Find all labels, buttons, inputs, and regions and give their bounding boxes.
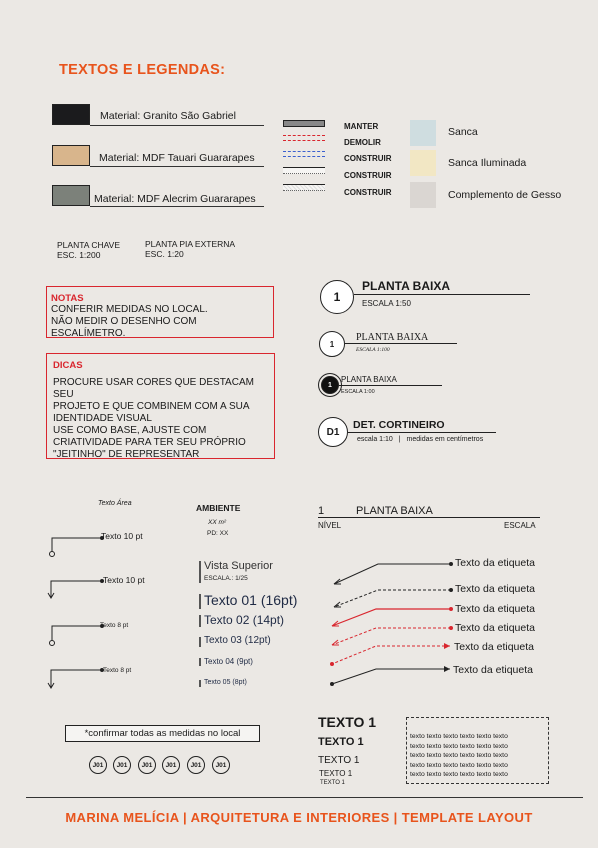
material-mdf-alecrim	[52, 185, 262, 207]
material-swatch	[52, 185, 90, 206]
text-bar	[199, 680, 201, 687]
material-underline	[90, 166, 264, 167]
view-scale: escala 1:10	[357, 436, 393, 443]
j01-badge: J01	[89, 756, 107, 774]
view-note: medidas em centímetros	[406, 436, 484, 443]
etiqueta-label: Texto da etiqueta	[453, 664, 533, 676]
view-number-circle: D1	[318, 417, 348, 447]
ambiente-area: XX m²	[208, 519, 227, 526]
line-label-manter: MANTER	[344, 122, 379, 131]
texto-box-line: texto texto texto texto texto texto	[410, 733, 508, 740]
view-title-underline	[339, 385, 442, 386]
view-scale: ESCALA 1:00	[341, 389, 375, 395]
line-swatch-manter	[283, 120, 325, 128]
scale-planta-pia	[145, 239, 235, 259]
texto-heading-4: TEXTO 1	[319, 769, 353, 778]
view-scale: ESCALA 1:50	[362, 299, 411, 308]
scale-name: PLANTA CHAVE	[57, 240, 120, 250]
leader-label: Texto 10 pt	[103, 575, 145, 585]
level-title: PLANTA BAIXA	[356, 505, 433, 517]
material-underline	[90, 206, 264, 207]
line-swatch-demolir	[283, 134, 325, 142]
etiqueta-label: Texto da etiqueta	[455, 557, 535, 569]
view-title: PLANTA BAIXA	[356, 332, 429, 343]
line-label-demolir: DEMOLIR	[344, 138, 381, 147]
text-bar	[199, 561, 201, 583]
page-title: TEXTOS E LEGENDAS:	[59, 62, 226, 78]
scale-planta-chave	[57, 240, 120, 260]
dicas-line: PROCURE USAR CORES QUE DESTACAM SEU	[53, 377, 254, 400]
view-title: PLANTA BAIXA	[362, 279, 450, 293]
texto-8pt: Texto 05 (8pt)	[204, 679, 247, 686]
area-label: Texto Área	[98, 500, 132, 507]
notas-heading: NOTAS	[51, 293, 84, 304]
view-scale-row	[357, 436, 483, 443]
texto-heading-2: TEXTO 1	[318, 736, 364, 748]
texto-heading-5: TEXTO 1	[320, 780, 345, 786]
scale-name: PLANTA PIA EXTERNA	[145, 239, 236, 249]
material-underline	[90, 125, 264, 126]
leader-label: Texto 10 pt	[101, 531, 143, 541]
vista-superior-scale: ESCALA.: 1/25	[204, 575, 248, 582]
material-granito	[52, 104, 262, 126]
material-label: Material: MDF Alecrim Guararapes	[94, 193, 256, 205]
texto-box-line: texto texto texto texto texto texto	[410, 742, 508, 750]
view-title-underline	[348, 432, 496, 433]
texto-heading-1: TEXTO 1	[318, 714, 377, 730]
level-right-label: ESCALA	[504, 521, 536, 530]
j01-badge: J01	[138, 756, 156, 774]
vista-superior: Vista Superior	[204, 560, 273, 572]
j01-badge: J01	[162, 756, 180, 774]
text-bar	[199, 637, 201, 647]
notas-line: NÃO MEDIR O DESENHO COM ESCALÍMETRO.	[51, 316, 197, 339]
footer: MARINA MELÍCIA | ARQUITETURA E INTERIORES | TEMPLATE LAYOUT	[65, 810, 533, 825]
confirm-note: *confirmar todas as medidas no local	[65, 725, 260, 742]
line-label-construir: CONSTRUIR	[344, 171, 392, 180]
leader-label: Texto 8 pt	[103, 667, 132, 674]
etiqueta-label: Texto da etiqueta	[455, 583, 535, 595]
view-title-underline	[345, 343, 457, 344]
etiqueta-label: Texto da etiqueta	[454, 641, 534, 653]
material-swatch	[52, 104, 90, 125]
line-swatch-construir	[283, 184, 325, 192]
leader-lines	[44, 526, 104, 702]
footer-divider	[26, 797, 583, 798]
ambiente-pd: PD: XX	[207, 530, 229, 537]
material-mdf-tauari	[52, 145, 262, 167]
view-number-circle: 1	[319, 331, 345, 357]
texto-box	[406, 717, 549, 784]
fill-swatch-sanca	[410, 120, 436, 146]
fill-label-gesso: Complemento de Gesso	[448, 189, 562, 201]
texto-12pt: Texto 03 (12pt)	[204, 635, 271, 646]
text-bar	[199, 658, 201, 666]
texto-box-line: texto texto texto texto texto texto	[410, 752, 508, 759]
view-scale: ESCALA 1:100	[356, 347, 390, 353]
etiqueta-arrows	[326, 556, 456, 692]
dicas-box	[46, 353, 275, 459]
j01-badge: J01	[113, 756, 131, 774]
line-label-construir: CONSTRUIR	[344, 154, 392, 163]
level-number: 1	[318, 505, 325, 517]
texto-heading-3: TEXTO 1	[318, 755, 360, 766]
j01-badge: J01	[212, 756, 230, 774]
line-swatch-construir	[283, 150, 325, 158]
etiqueta-label: Texto da etiqueta	[455, 603, 535, 615]
fill-swatch-gesso	[410, 182, 436, 208]
dicas-line: IDENTIDADE VISUAL	[53, 413, 152, 424]
ambiente-title: AMBIENTE	[196, 503, 241, 513]
line-label-construir: CONSTRUIR	[344, 188, 392, 197]
fill-label-sanca: Sanca	[448, 126, 478, 138]
view-number-circle: 1	[320, 280, 354, 314]
scale-value: ESC. 1:20	[145, 249, 184, 259]
texto-box-line: texto texto texto texto texto texto	[410, 771, 508, 778]
dicas-line: USE COMO BASE, AJUSTE COM	[53, 425, 207, 436]
dicas-line: PROJETO E QUE COMBINEM COM A SUA	[53, 401, 250, 412]
texto-16pt: Texto 01 (16pt)	[204, 592, 298, 608]
material-label: Material: Granito São Gabriel	[100, 110, 236, 122]
view-number-circle: 1	[321, 376, 339, 394]
dicas-line: "JEITINHO" DE REPRESENTAR	[53, 449, 200, 460]
scale-value: ESC. 1:200	[57, 250, 101, 260]
material-swatch	[52, 145, 90, 166]
line-swatch-construir	[283, 167, 325, 175]
texto-14pt: Texto 02 (14pt)	[204, 613, 285, 627]
level-left-label: NÍVEL	[318, 521, 342, 530]
view-title: PLANTA BAIXA	[341, 375, 397, 384]
view-title-underline	[354, 294, 530, 295]
dicas-line: CRIATIVIDADE PARA TER SEU PRÓPRIO	[53, 437, 246, 448]
fill-swatch-sanca-iluminada	[410, 150, 436, 176]
texto-box-line: texto texto texto texto texto texto	[410, 761, 508, 769]
level-underline	[318, 517, 540, 518]
notas-line: CONFERIR MEDIDAS NO LOCAL.	[51, 304, 208, 315]
etiqueta-label: Texto da etiqueta	[455, 622, 535, 634]
j01-badge: J01	[187, 756, 205, 774]
view-title: DET. CORTINEIRO	[353, 419, 445, 431]
material-label: Material: MDF Tauari Guararapes	[99, 152, 255, 164]
scale-separator: |	[398, 436, 401, 443]
text-bar	[199, 594, 201, 609]
leader-label: Texto 8 pt	[100, 622, 129, 629]
notas-box	[46, 286, 274, 338]
dicas-heading: DICAS	[53, 360, 83, 371]
text-bar	[199, 615, 201, 627]
texto-9pt: Texto 04 (9pt)	[204, 657, 253, 666]
fill-label-sanca-iluminada: Sanca Iluminada	[448, 157, 527, 169]
